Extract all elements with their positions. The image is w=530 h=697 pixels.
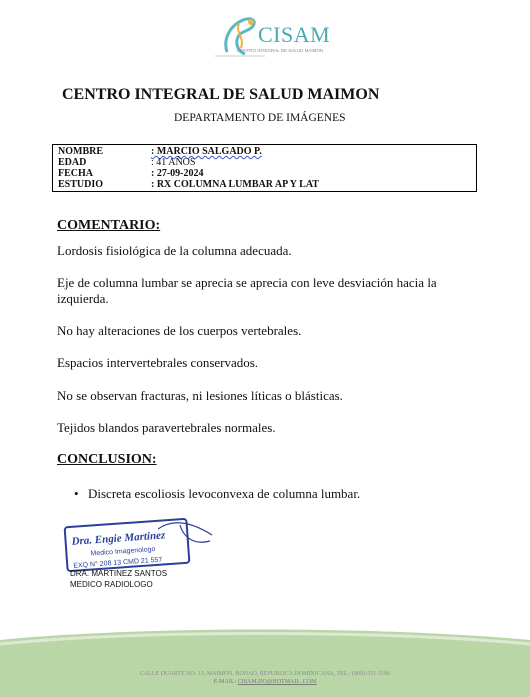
patient-info-box: [52, 144, 477, 192]
stamp-role-text: Medico Imagenologo: [90, 546, 156, 558]
logo-subtitle: CENTRO INTEGRAL DE SALUD MAIMON: [237, 48, 324, 53]
email-link[interactable]: CISAM.DO@HOTMAIL .COM: [237, 679, 317, 685]
info-label: EDAD: [58, 157, 87, 168]
doctor-stamp: [62, 515, 218, 573]
stamp-name-text: Dra. Engie Martinez: [71, 529, 166, 548]
info-value: : RX COLUMNA LUMBAR AP Y LAT: [151, 179, 319, 190]
comment-paragraph: No se observan fracturas, ni lesiones líticas o blásticas.: [57, 388, 343, 403]
bullet-icon: •: [74, 486, 79, 501]
comentario-heading: COMENTARIO:: [57, 218, 161, 233]
comment-paragraph: Tejidos blandos paravertebrales normales.: [57, 420, 276, 435]
info-value: : MARCIO SALGADO P.: [151, 146, 262, 157]
comment-paragraph: Lordosis fisiológica de la columna adecuada.: [57, 243, 292, 258]
comment-paragraph: Espacios intervertebrales conservados.: [57, 355, 259, 370]
info-value: : 41 AÑOS: [151, 157, 196, 168]
conclusion-heading: CONCLUSION:: [57, 452, 157, 467]
stamp-code-text: EXQ N° 208 13 CMD 21 557: [73, 556, 163, 570]
footer-wave: [0, 622, 530, 697]
info-label: ESTUDIO: [58, 179, 104, 190]
doctor-role: MEDICO RADIOLOGO: [70, 580, 153, 589]
footer-email: [0, 679, 530, 685]
doctor-name: DRA. MARTINEZ SANTOS: [70, 569, 168, 578]
comment-paragraph: Eje de columna lumbar se aprecia se aprecia con leve desviación hacia la izquierda.: [57, 275, 437, 306]
conclusion-item: Discreta escoliosis levoconvexa de columna lumbar.: [88, 486, 361, 501]
email-label: E-MAIL:: [213, 679, 238, 685]
department-title: DEPARTAMENTO DE IMÁGENES: [174, 112, 346, 124]
document-title: CENTRO INTEGRAL DE SALUD MAIMON: [62, 86, 380, 103]
info-value: : 27-09-2024: [151, 168, 204, 179]
comment-paragraph: No hay alteraciones de los cuerpos vertebrales.: [57, 323, 302, 338]
footer-address: CALLE DUARTE NO. 13, MAIMÓN, BONAO, REPUBLICA DOMINICANA, TEL.: (809)-551-2106: [139, 671, 391, 677]
info-label: FECHA: [58, 168, 93, 179]
info-label: NOMBRE: [58, 146, 103, 157]
logo-text: CISAM: [258, 22, 331, 47]
